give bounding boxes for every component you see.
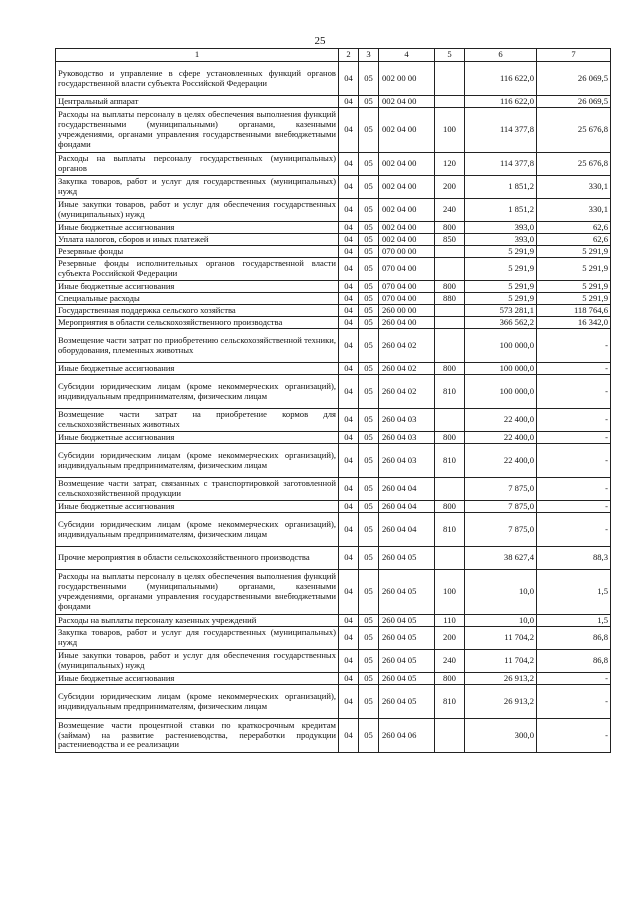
cell-c7: - <box>537 329 611 363</box>
cell-name: Руководство и управление в сфере установленных функций органов государственной власти субъекта Российской Федерации <box>56 62 339 96</box>
cell-c3: 05 <box>359 317 379 329</box>
cell-c4: 002 04 00 <box>379 96 435 108</box>
cell-c2: 04 <box>339 501 359 513</box>
cell-c5: 810 <box>435 375 465 409</box>
cell-c4: 260 04 02 <box>379 363 435 375</box>
cell-c2: 04 <box>339 650 359 673</box>
cell-c3: 05 <box>359 176 379 199</box>
cell-c5 <box>435 409 465 432</box>
cell-c2: 04 <box>339 685 359 719</box>
cell-name: Субсидии юридическим лицам (кроме некоммерческих организаций), индивидуальным предпринимателям, физическим лицам <box>56 444 339 478</box>
table-row <box>56 719 611 753</box>
cell-c4: 260 04 03 <box>379 409 435 432</box>
cell-c7: 62,6 <box>537 234 611 246</box>
cell-c7: 5 291,9 <box>537 246 611 258</box>
cell-c2: 04 <box>339 478 359 501</box>
cell-name: Возмещение части процентной ставки по краткосрочным кредитам (займам) на развитие растениеводства, переработки продукции растениеводства и ее реализации <box>56 719 339 753</box>
cell-c7: 25 676,8 <box>537 108 611 153</box>
cell-c7: 26 069,5 <box>537 96 611 108</box>
cell-c2: 04 <box>339 317 359 329</box>
header-col-1: 1 <box>56 49 339 62</box>
cell-c3: 05 <box>359 685 379 719</box>
cell-c4: 070 04 00 <box>379 281 435 293</box>
cell-c3: 05 <box>359 199 379 222</box>
table-row <box>56 615 611 627</box>
cell-name: Возмещение части затрат на приобретение кормов для сельскохозяйственных животных <box>56 409 339 432</box>
table-row <box>56 176 611 199</box>
cell-c2: 04 <box>339 281 359 293</box>
cell-c7: 62,6 <box>537 222 611 234</box>
cell-c7: 86,8 <box>537 650 611 673</box>
cell-c5: 120 <box>435 153 465 176</box>
cell-c2: 04 <box>339 719 359 753</box>
cell-c5: 100 <box>435 570 465 615</box>
cell-name: Расходы на выплаты персоналу в целях обеспечения выполнения функций государственными (муниципальными) органами, казенными учреждениями, органами управления государственными внебюджетными фондами <box>56 108 339 153</box>
cell-c6: 393,0 <box>465 222 537 234</box>
budget-table <box>55 48 611 753</box>
table-row <box>56 293 611 305</box>
table-row <box>56 363 611 375</box>
cell-name: Мероприятия в области сельскохозяйственного производства <box>56 317 339 329</box>
cell-c7: 5 291,9 <box>537 293 611 305</box>
cell-c2: 04 <box>339 153 359 176</box>
cell-c6: 393,0 <box>465 234 537 246</box>
cell-c7: 1,5 <box>537 570 611 615</box>
cell-c6: 366 562,2 <box>465 317 537 329</box>
header-col-7: 7 <box>537 49 611 62</box>
cell-c7: - <box>537 444 611 478</box>
cell-c7: 88,3 <box>537 547 611 570</box>
cell-c7: 26 069,5 <box>537 62 611 96</box>
cell-c5 <box>435 547 465 570</box>
cell-c7: - <box>537 501 611 513</box>
cell-c3: 05 <box>359 234 379 246</box>
header-col-5: 5 <box>435 49 465 62</box>
cell-c6: 7 875,0 <box>465 501 537 513</box>
cell-c5: 810 <box>435 444 465 478</box>
header-col-3: 3 <box>359 49 379 62</box>
cell-c5: 240 <box>435 650 465 673</box>
cell-c6: 5 291,9 <box>465 258 537 281</box>
cell-c6: 300,0 <box>465 719 537 753</box>
cell-name: Государственная поддержка сельского хозяйства <box>56 305 339 317</box>
cell-name: Резервные фонды <box>56 246 339 258</box>
cell-name: Иные бюджетные ассигнования <box>56 432 339 444</box>
cell-c2: 04 <box>339 96 359 108</box>
cell-name: Центральный аппарат <box>56 96 339 108</box>
cell-c4: 002 04 00 <box>379 222 435 234</box>
cell-c7: - <box>537 409 611 432</box>
table-row <box>56 222 611 234</box>
cell-c5 <box>435 719 465 753</box>
table-row <box>56 329 611 363</box>
cell-c5 <box>435 478 465 501</box>
cell-c5: 880 <box>435 293 465 305</box>
cell-name: Возмещение части затрат, связанных с транспортировкой заготовленной сельскохозяйственной продукции <box>56 478 339 501</box>
cell-c6: 7 875,0 <box>465 478 537 501</box>
cell-c6: 10,0 <box>465 615 537 627</box>
cell-c2: 04 <box>339 246 359 258</box>
cell-c3: 05 <box>359 627 379 650</box>
table-row <box>56 444 611 478</box>
cell-c5: 100 <box>435 108 465 153</box>
cell-c5 <box>435 62 465 96</box>
cell-name: Специальные расходы <box>56 293 339 305</box>
cell-c2: 04 <box>339 547 359 570</box>
cell-c6: 1 851,2 <box>465 199 537 222</box>
cell-c7: 86,8 <box>537 627 611 650</box>
cell-name: Возмещение части затрат по приобретению сельскохозяйственной техники, оборудования, племенных животных <box>56 329 339 363</box>
cell-c2: 04 <box>339 627 359 650</box>
cell-c3: 05 <box>359 258 379 281</box>
cell-c6: 22 400,0 <box>465 409 537 432</box>
cell-c5 <box>435 246 465 258</box>
cell-c6: 114 377,8 <box>465 108 537 153</box>
cell-c3: 05 <box>359 432 379 444</box>
cell-c2: 04 <box>339 329 359 363</box>
cell-c7: - <box>537 478 611 501</box>
table-row <box>56 650 611 673</box>
cell-name: Иные бюджетные ассигнования <box>56 281 339 293</box>
cell-c2: 04 <box>339 432 359 444</box>
cell-c5 <box>435 305 465 317</box>
table-row <box>56 199 611 222</box>
table-row <box>56 317 611 329</box>
cell-name: Закупка товаров, работ и услуг для государственных (муниципальных) нужд <box>56 627 339 650</box>
cell-c6: 5 291,9 <box>465 281 537 293</box>
cell-c6: 26 913,2 <box>465 685 537 719</box>
cell-c4: 260 04 05 <box>379 547 435 570</box>
table-row <box>56 246 611 258</box>
cell-c3: 05 <box>359 375 379 409</box>
cell-c5 <box>435 258 465 281</box>
cell-c3: 05 <box>359 96 379 108</box>
cell-c7: 330,1 <box>537 199 611 222</box>
cell-c4: 260 04 04 <box>379 501 435 513</box>
cell-c2: 04 <box>339 673 359 685</box>
page-number: 25 <box>314 35 326 47</box>
cell-c3: 05 <box>359 650 379 673</box>
cell-c6: 100 000,0 <box>465 329 537 363</box>
table-row <box>56 513 611 547</box>
cell-c2: 04 <box>339 62 359 96</box>
cell-c5: 800 <box>435 222 465 234</box>
cell-name: Уплата налогов, сборов и иных платежей <box>56 234 339 246</box>
cell-c2: 04 <box>339 222 359 234</box>
cell-c3: 05 <box>359 305 379 317</box>
cell-c4: 002 04 00 <box>379 153 435 176</box>
cell-name: Иные закупки товаров, работ и услуг для обеспечения государственных (муниципальных) нужд <box>56 650 339 673</box>
cell-c6: 100 000,0 <box>465 375 537 409</box>
cell-c4: 260 04 05 <box>379 650 435 673</box>
cell-c3: 05 <box>359 501 379 513</box>
table-row <box>56 234 611 246</box>
cell-c3: 05 <box>359 513 379 547</box>
cell-c3: 05 <box>359 281 379 293</box>
header-col-2: 2 <box>339 49 359 62</box>
cell-c3: 05 <box>359 222 379 234</box>
cell-c6: 5 291,9 <box>465 246 537 258</box>
cell-name: Иные закупки товаров, работ и услуг для обеспечения государственных (муниципальных) нужд <box>56 199 339 222</box>
cell-c4: 002 04 00 <box>379 108 435 153</box>
cell-name: Иные бюджетные ассигнования <box>56 222 339 234</box>
cell-name: Расходы на выплаты персоналу казенных учреждений <box>56 615 339 627</box>
cell-c3: 05 <box>359 547 379 570</box>
table-row <box>56 258 611 281</box>
table-row <box>56 62 611 96</box>
cell-c2: 04 <box>339 293 359 305</box>
cell-c2: 04 <box>339 375 359 409</box>
cell-c5: 810 <box>435 685 465 719</box>
cell-c4: 260 04 05 <box>379 685 435 719</box>
cell-c4: 002 04 00 <box>379 199 435 222</box>
cell-c3: 05 <box>359 444 379 478</box>
cell-c6: 11 704,2 <box>465 650 537 673</box>
cell-c7: 1,5 <box>537 615 611 627</box>
cell-c6: 5 291,9 <box>465 293 537 305</box>
cell-c7: 118 764,6 <box>537 305 611 317</box>
cell-c3: 05 <box>359 409 379 432</box>
table-row <box>56 478 611 501</box>
cell-c6: 100 000,0 <box>465 363 537 375</box>
cell-c4: 070 04 00 <box>379 258 435 281</box>
cell-c6: 1 851,2 <box>465 176 537 199</box>
cell-c5: 800 <box>435 501 465 513</box>
cell-c2: 04 <box>339 615 359 627</box>
cell-c7: 16 342,0 <box>537 317 611 329</box>
cell-c4: 002 04 00 <box>379 234 435 246</box>
cell-c3: 05 <box>359 478 379 501</box>
cell-c7: - <box>537 685 611 719</box>
cell-c7: 25 676,8 <box>537 153 611 176</box>
cell-name: Субсидии юридическим лицам (кроме некоммерческих организаций), индивидуальным предпринимателям, физическим лицам <box>56 685 339 719</box>
cell-c4: 260 00 00 <box>379 305 435 317</box>
cell-c5: 800 <box>435 432 465 444</box>
cell-name: Прочие мероприятия в области сельскохозяйственного производства <box>56 547 339 570</box>
cell-c4: 260 04 02 <box>379 329 435 363</box>
table-row <box>56 153 611 176</box>
table-row <box>56 432 611 444</box>
table-row <box>56 673 611 685</box>
cell-c6: 114 377,8 <box>465 153 537 176</box>
cell-c5 <box>435 317 465 329</box>
cell-c5: 800 <box>435 281 465 293</box>
cell-c7: - <box>537 673 611 685</box>
cell-c3: 05 <box>359 615 379 627</box>
table-row <box>56 305 611 317</box>
cell-c3: 05 <box>359 108 379 153</box>
cell-c4: 070 04 00 <box>379 293 435 305</box>
header-col-4: 4 <box>379 49 435 62</box>
cell-c2: 04 <box>339 444 359 478</box>
cell-name: Субсидии юридическим лицам (кроме некоммерческих организаций), индивидуальным предпринимателям, физическим лицам <box>56 375 339 409</box>
cell-name: Иные бюджетные ассигнования <box>56 501 339 513</box>
cell-c2: 04 <box>339 108 359 153</box>
cell-name: Субсидии юридическим лицам (кроме некоммерческих организаций), индивидуальным предпринимателям, физическим лицам <box>56 513 339 547</box>
cell-c7: - <box>537 375 611 409</box>
cell-c6: 7 875,0 <box>465 513 537 547</box>
cell-name: Расходы на выплаты персоналу в целях обеспечения выполнения функций государственными (муниципальными) органами, казенными учреждениями, органами управления государственными внебюджетными фондами <box>56 570 339 615</box>
cell-c4: 260 04 04 <box>379 513 435 547</box>
table-row <box>56 409 611 432</box>
table-row <box>56 281 611 293</box>
table-row <box>56 547 611 570</box>
cell-c6: 22 400,0 <box>465 432 537 444</box>
cell-c5: 200 <box>435 176 465 199</box>
cell-c7: - <box>537 513 611 547</box>
cell-c6: 11 704,2 <box>465 627 537 650</box>
cell-c2: 04 <box>339 570 359 615</box>
cell-name: Расходы на выплаты персоналу государственных (муниципальных) органов <box>56 153 339 176</box>
cell-c6: 38 627,4 <box>465 547 537 570</box>
cell-c2: 04 <box>339 199 359 222</box>
cell-c4: 070 00 00 <box>379 246 435 258</box>
cell-c3: 05 <box>359 153 379 176</box>
cell-c2: 04 <box>339 363 359 375</box>
cell-c2: 04 <box>339 513 359 547</box>
cell-c2: 04 <box>339 305 359 317</box>
cell-c4: 260 04 03 <box>379 444 435 478</box>
cell-c2: 04 <box>339 409 359 432</box>
cell-c7: 5 291,9 <box>537 258 611 281</box>
cell-c4: 260 04 05 <box>379 627 435 650</box>
cell-c4: 260 04 03 <box>379 432 435 444</box>
cell-c2: 04 <box>339 176 359 199</box>
header-col-6: 6 <box>465 49 537 62</box>
cell-c5 <box>435 329 465 363</box>
cell-c6: 26 913,2 <box>465 673 537 685</box>
cell-c5: 850 <box>435 234 465 246</box>
cell-c3: 05 <box>359 570 379 615</box>
table-row <box>56 501 611 513</box>
cell-c3: 05 <box>359 673 379 685</box>
cell-c6: 116 622,0 <box>465 96 537 108</box>
cell-c3: 05 <box>359 62 379 96</box>
cell-c4: 002 00 00 <box>379 62 435 96</box>
cell-c7: 330,1 <box>537 176 611 199</box>
cell-c4: 260 04 05 <box>379 615 435 627</box>
cell-c4: 260 04 05 <box>379 673 435 685</box>
cell-c4: 260 04 06 <box>379 719 435 753</box>
cell-c5: 110 <box>435 615 465 627</box>
table-row <box>56 570 611 615</box>
cell-c5 <box>435 96 465 108</box>
cell-c6: 10,0 <box>465 570 537 615</box>
cell-name: Закупка товаров, работ и услуг для государственных (муниципальных) нужд <box>56 176 339 199</box>
cell-c3: 05 <box>359 246 379 258</box>
cell-c3: 05 <box>359 719 379 753</box>
table-row <box>56 685 611 719</box>
cell-name: Резервные фонды исполнительных органов государственной власти субъекта Российской Федерации <box>56 258 339 281</box>
cell-c7: - <box>537 432 611 444</box>
cell-c2: 04 <box>339 234 359 246</box>
cell-c5: 240 <box>435 199 465 222</box>
cell-c5: 810 <box>435 513 465 547</box>
cell-c5: 800 <box>435 363 465 375</box>
cell-c7: - <box>537 719 611 753</box>
cell-c6: 116 622,0 <box>465 62 537 96</box>
cell-c6: 22 400,0 <box>465 444 537 478</box>
cell-c2: 04 <box>339 258 359 281</box>
cell-c4: 260 04 04 <box>379 478 435 501</box>
table-row <box>56 627 611 650</box>
table-row <box>56 108 611 153</box>
cell-c7: 5 291,9 <box>537 281 611 293</box>
cell-c4: 260 04 05 <box>379 570 435 615</box>
cell-c5: 200 <box>435 627 465 650</box>
cell-c7: - <box>537 363 611 375</box>
cell-c5: 800 <box>435 673 465 685</box>
cell-c4: 002 04 00 <box>379 176 435 199</box>
cell-c3: 05 <box>359 363 379 375</box>
table-row <box>56 96 611 108</box>
cell-name: Иные бюджетные ассигнования <box>56 673 339 685</box>
cell-name: Иные бюджетные ассигнования <box>56 363 339 375</box>
cell-c3: 05 <box>359 329 379 363</box>
table-row <box>56 375 611 409</box>
cell-c3: 05 <box>359 293 379 305</box>
header-row <box>56 49 611 62</box>
cell-c6: 573 281,1 <box>465 305 537 317</box>
cell-c4: 260 04 02 <box>379 375 435 409</box>
cell-c4: 260 04 00 <box>379 317 435 329</box>
